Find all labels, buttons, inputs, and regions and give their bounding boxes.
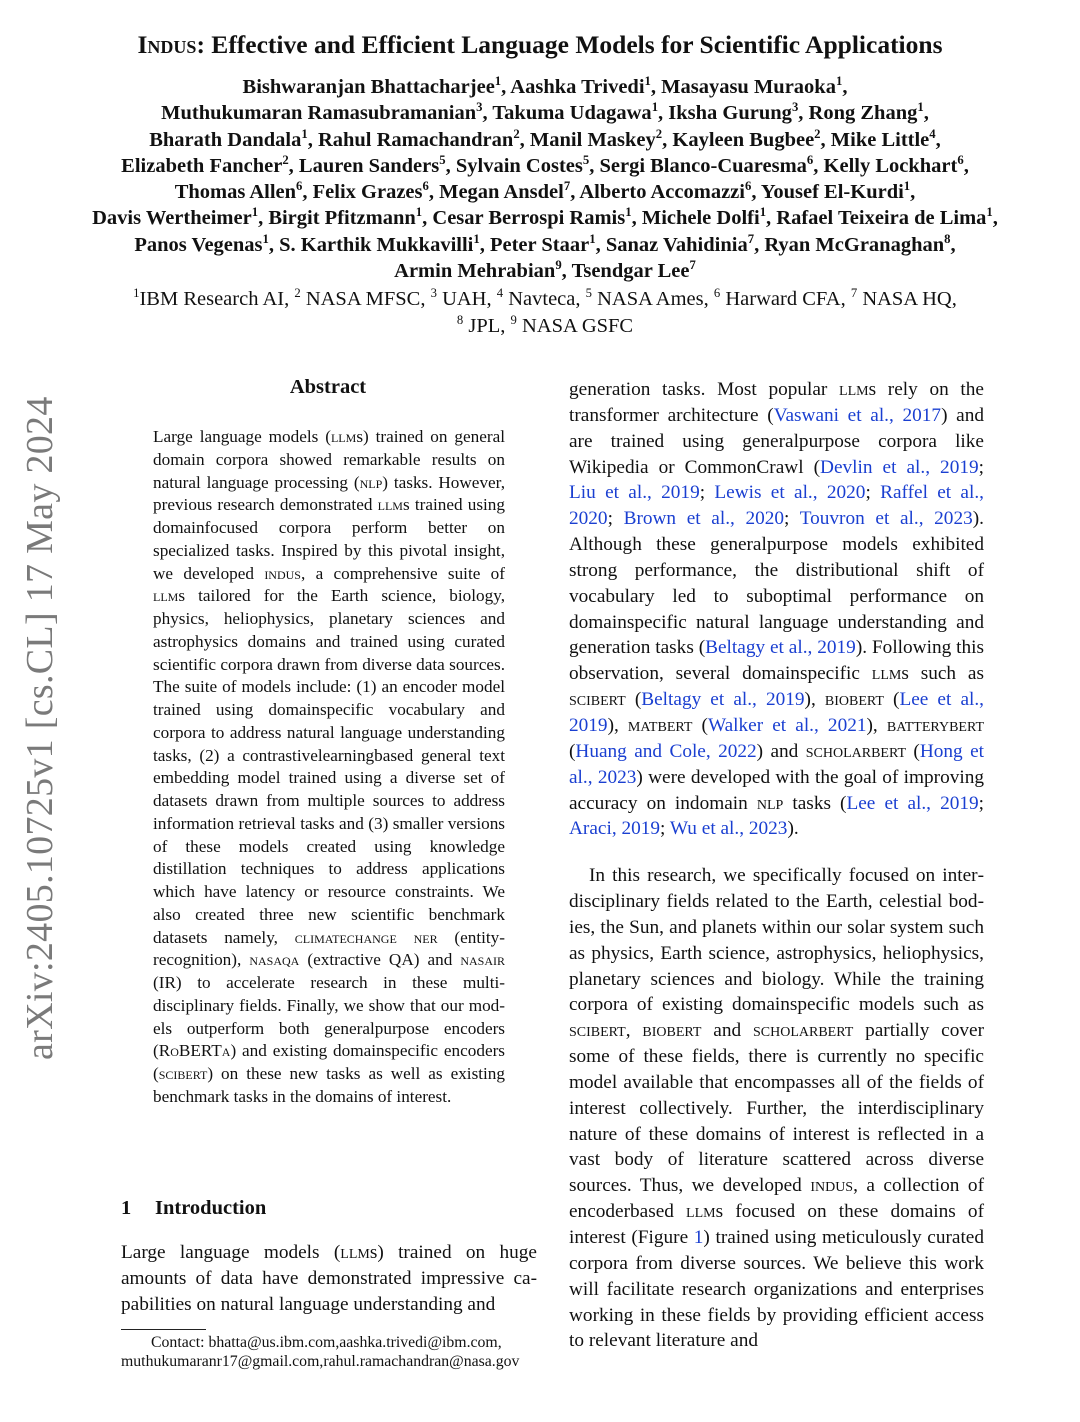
affiliation: $^3$ UAH <box>430 286 487 310</box>
author: Davis Wertheimer$^1$ <box>92 205 259 230</box>
author: Felix Grazes$^6$ <box>312 179 429 204</box>
author: Peter Staar$^1$ <box>489 231 596 256</box>
affiliation: $^7$ NASA HQ <box>850 286 952 310</box>
author: Iksha Gurung$^3$ <box>668 100 799 125</box>
title-indus: Indus <box>137 30 197 59</box>
abstract-body: Large language models (llms) trained on general domain corpora showed remarkable results on natural language processing (nlp) tasks. However, previous research demonstrated llms trained using domainfocused corpora perform better on specialized tasks. Inspired by this pivotal insight, we developed indus, a comprehensive suite of llms tailored for the Earth science, biology, physics, heliophysics, planetary sciences and astrophysics domains and trained using curated scientific corpora drawn from diverse data sources. The suite of models include: (1) an encoder model trained using domainspecific vocabulary and corpora to address natural language understanding tasks, (2) a contrastivelearningbased general text embedding model trained using a diverse set of datasets drawn from multiple sources to address information retrieval tasks and (3) smaller versions of these models created using knowledge distillation techniques to address applications which have latency or resource constraints. We also created three new scientific benchmark datasets namely, climatechange ner (entityrecognition), nasaqa (extractive QA) and nasair (IR) to accelerate research in these multidisciplinary fields. Finally, we show that our models outperform both generalpurpose encoders (RoBERTa) and existing domainspecific encoders (scibert) on these new tasks as well as existing benchmark tasks in the domains of interest. <box>153 427 506 1106</box>
right-paragraph: generation tasks. Most popular llms rely on the transformer architecture (Vaswani et al., 2017) and are trained using generalpurpose corpora like Wikipedia or CommonCrawl (Devlin et al., 2019; Liu et al., 2019; Lewis et al., 2020; Raffel et al., 2020; Brown et al., 2020; Touvron et al., 2023). Although these generalpurpose models exhibited strong performance, the distributional shift of vocabulary led to suboptimal performance on domainspecific natural language understanding and generation tasks (Beltagy et al., 2019). Following this observation, several domainspecific llms such as scibert (Beltagy et al., 2019), biobert (Lee et al., 2019), matbert (Walker et al., 2021), batterybert (Huang and Cole, 2022) and scholarbert (Hong et al., 2023) were developed with the goal of improving accuracy on indomain nlp tasks (Lee et al., 2019; Araci, 2019; Wu et al., 2023). <box>569 379 985 840</box>
affiliation: $^6$ Harward CFA <box>713 286 841 310</box>
author: Ryan McGranaghan$^8$ <box>764 231 951 256</box>
footnote-line: Contact: bhatta@us.ibm.com,aashka.trivedi@ibm.com, <box>151 1334 502 1351</box>
author: Rong Zhang$^1$ <box>808 100 924 125</box>
title-rest: : Effective and Efficient Language Models for Scientific Applications <box>196 30 943 59</box>
footnote-line: muthukumaranr17@gmail.com,rahul.ramachandran@nasa.gov <box>121 1353 520 1370</box>
section-heading-introduction <box>121 1197 266 1220</box>
author: Kayleen Bugbee$^2$ <box>672 126 821 151</box>
author: Takuma Udagawa$^1$ <box>492 100 659 125</box>
author: Yousef El-Kurdi$^1$ <box>760 179 911 204</box>
author: Bishwaranjan Bhattacharjee$^1$ <box>242 74 502 98</box>
right-column <box>569 377 984 1354</box>
footnote <box>121 1333 551 1371</box>
author: Masayasu Muraoka$^1$ <box>661 74 843 98</box>
affiliation: $^1$IBM Research AI <box>133 286 285 310</box>
author: Sergi Blanco-Cuaresma$^6$ <box>599 153 814 177</box>
abstract-heading: Abstract <box>289 376 367 398</box>
author: Elizabeth Fancher$^2$ <box>121 153 289 177</box>
author: Sanaz Vahidinia$^7$ <box>605 231 755 256</box>
author: Michele Dolfi$^1$ <box>641 205 767 230</box>
author: Sylvain Costes$^5$ <box>455 153 590 177</box>
author: Rahul Ramachandran$^2$ <box>317 126 520 151</box>
author: Panos Vegenas$^1$ <box>134 231 269 256</box>
author: Birgit Pfitzmann$^1$ <box>268 205 423 230</box>
affiliation: $^5$ NASA Ames <box>585 286 704 310</box>
footnote-rule <box>121 1329 206 1330</box>
affiliation: $^4$ Navteca <box>496 286 576 310</box>
author: Rafael Teixeira de Lima$^1$ <box>776 205 993 230</box>
section-title: Introduction <box>155 1197 267 1219</box>
intro-paragraph: Large language models (llms) trained on huge amounts of data have demonstrated impressive capabilities on natural language understanding and <box>121 1242 537 1315</box>
author: Armin Mehrabian$^9$ <box>394 258 562 283</box>
affiliation: $^8$ JPL <box>456 312 501 337</box>
author: Aashka Trivedi$^1$ <box>510 74 651 98</box>
author: Lauren Sanders$^5$ <box>298 153 446 177</box>
author: Tsendgar Lee$^7$ <box>571 258 696 283</box>
affiliation: $^2$ NASA MFSC <box>294 286 421 310</box>
author: Muthukumaran Ramasubramanian$^3$ <box>161 100 483 125</box>
author: Kelly Lockhart$^6$ <box>823 153 964 177</box>
author: S. Karthik Mukkavilli$^1$ <box>279 231 480 256</box>
author: Bharath Dandala$^1$ <box>149 126 308 151</box>
author-list: Bishwaranjan Bhattacharjee$^1$, Aashka Trivedi$^1$, Masayasu Muraoka$^1$, Muthukumaran Ramasubramanian$^3$, Takuma Udagawa$^1$, Iksha Gurung$^3$, Rong Zhang$^1$, Bharath Dandala$^1$, Rahul Ramachandran$^2$, Manil Maskey$^2$, Kayleen Bugbee$^2$, Mike Little$^4$, Elizabeth Fancher$^2$, Lauren Sanders$^5$, Sylvain Costes$^5$, Sergi Blanco-Cuaresma$^6$, Kelly Lockhart$^6$, Thomas Allen$^6$, Felix Grazes$^6$, Megan Ansdel$^7$, Alberto Accomazzi$^6$, Yousef El-Kurdi$^1$, Davis Wertheimer$^1$, Birgit Pfitzmann$^1$, Cesar Berrospi Ramis$^1$, Michele Dolfi$^1$, Rafael Teixeira de Lima$^1$, Panos Vegenas$^1$, S. Karthik Mukkavilli$^1$, Peter Staar$^1$, Sanaz Vahidinia$^7$, Ryan McGranaghan$^8$, Armin Mehrabian$^9$, Tsendgar Lee$^7$ <box>92 74 998 283</box>
author: Cesar Berrospi Ramis$^1$ <box>432 205 632 230</box>
arxiv-stamp: arXiv:2405.10725v1 [cs.CL] 17 May 2024 <box>19 396 61 1060</box>
paper-title <box>0 30 1080 60</box>
author: Megan Ansdel$^7$ <box>439 179 571 204</box>
author: Manil Maskey$^2$ <box>529 126 663 151</box>
author: Alberto Accomazzi$^6$ <box>579 179 752 204</box>
affiliation-list: $^1$IBM Research AI, $^2$ NASA MFSC, $^3$ UAH, $^4$ Navteca, $^5$ NASA Ames, $^6$ Harward CFA, $^7$ NASA HQ, $^8$ JPL, $^9$ NASA GSFC <box>133 286 957 337</box>
author: Thomas Allen$^6$ <box>174 179 303 204</box>
right-paragraph: In this research, we specifically focused on interdisciplinary fields related to the Earth, celestial bodies, the Sun, and planets within our solar system such as physics, Earth science, astrophysics, heliophysics, planetary sciences and biology. While the training corpora of existing domainspecific models such as scibert, biobert and scholarbert partially cover some of these fields, there is currently no specific model available that encompasses all of the fields of interest collectively. Further, the interdisciplinary nature of these domains of interest is reflected in a vast body of literature scattered across diverse sources. Thus, we developed indus, a collection of encoderbased llms focused on these domains of interest (Figure 1) trained using meticulously curated corpora from diverse sources. We believe this work will facilitate research organizations and enterprises working in these fields by providing efficient access to relevant literature and <box>569 865 985 1352</box>
affiliation: $^9$ NASA GSFC <box>510 312 634 337</box>
section-number: 1 <box>121 1197 132 1219</box>
author: Mike Little$^4$ <box>830 126 936 151</box>
